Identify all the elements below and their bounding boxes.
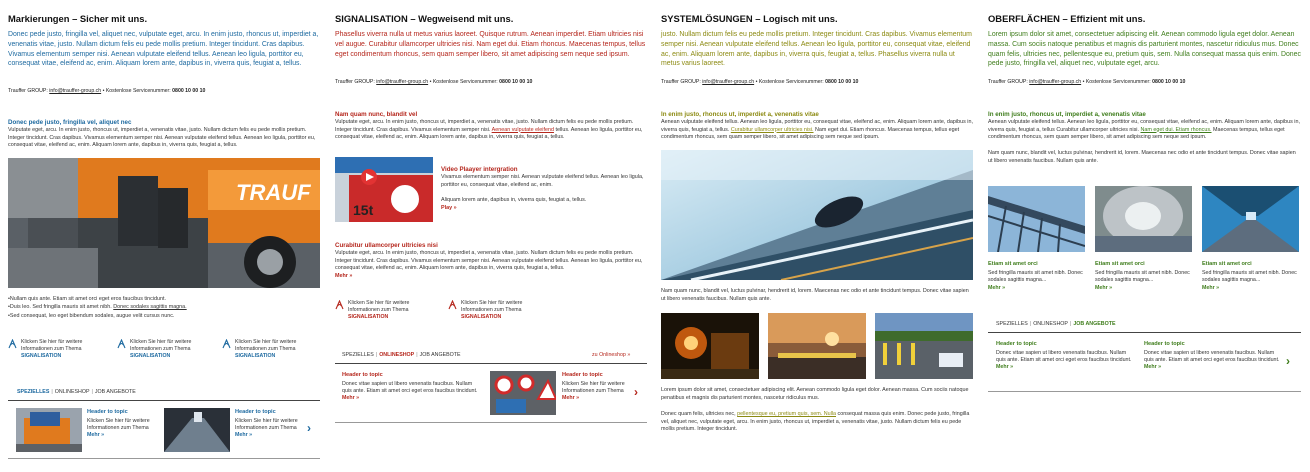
teaser-title[interactable]: Header to topic bbox=[342, 372, 383, 378]
gallery-photo-3[interactable] bbox=[875, 313, 973, 379]
caption-more-link[interactable]: Mehr » bbox=[1095, 284, 1113, 291]
gallery-photo-1[interactable] bbox=[988, 186, 1085, 252]
tunnel-thumb bbox=[1095, 186, 1192, 252]
tab-spezielles[interactable]: SPEZIELLES bbox=[342, 352, 374, 358]
sunset-road-thumb bbox=[768, 313, 866, 379]
hotline-number: 0800 10 00 10 bbox=[825, 79, 859, 85]
video-text-2: Aliquam lorem ante, dapibus in, viverra quis, feugiat a, tellus. bbox=[441, 197, 587, 203]
contact-line: Trauffer GROUP: info@trauffer-group.ch • Kostenlose Servicenummer: 0800 10 00 10 bbox=[335, 79, 533, 85]
teaser-text: Klicken Sie hier für weitere Informationen zum Thema Mehr » bbox=[235, 418, 298, 439]
teaser-title[interactable]: Header to topic bbox=[996, 341, 1037, 347]
teaser-title[interactable]: Header to topic bbox=[562, 372, 603, 378]
section-subtitle: In enim justo, rhoncus ut, imperdiet a, venenatis vitae bbox=[988, 111, 1146, 118]
column-systemloesungen bbox=[656, 0, 983, 472]
inline-link[interactable]: Curabitur ullamcorper ultricies nisi. bbox=[730, 126, 814, 133]
section-subtitle-2: Curabitur ullamcorper ultricies nisi bbox=[335, 242, 438, 249]
section-body: Aenean vulputate eleifend tellus. Aenean leo ligula, porttitor eu, consequat vitae, eleifend ac, enim. Aliquam lorem ante, dapibus in, viverra quis, feugiat a, tellus. Curabitur ullamcorper ultricies nisi. Nam eget dui. Etiam rhoncus. Maecenas tempus, tellus eget condimentum rhoncus, sem quam semper libero, sit amet adipiscing sem neque sed ipsum. bbox=[661, 119, 973, 141]
section-body: Aenean vulputate eleifend tellus. Aenean leo ligula, porttitor eu, consequat vitae, eleifend ac, enim. Aliquam lorem ante, dapibus in, viverra quis, feugiat a, tellus Curabitur ullamcorper ultricies nisi. Nam eget dui. Etiam rhoncus. Maecenas tempus, tellus eget condimentum rhoncus, sem quam semper libero, sit amet adipiscing sem neque sed ipsum. bbox=[988, 119, 1300, 141]
tab-onlineshop[interactable]: ONLINESHOP bbox=[1033, 321, 1068, 327]
page-title: SIGNALISATION – Wegweisend mit uns. bbox=[335, 13, 514, 24]
caption-more-link[interactable]: Mehr » bbox=[988, 284, 1006, 291]
tab-job-angebote[interactable]: JOB ANGEBOTE bbox=[1073, 321, 1116, 327]
tab-divider bbox=[988, 332, 1301, 333]
contact-email-link[interactable]: info@trauffer-group.ch bbox=[702, 79, 755, 85]
gallery-caption-text: Sed fringilla mauris sit amet nibh. Donec sodales sagittis magna... Mehr » bbox=[1202, 270, 1297, 291]
truck-photo bbox=[8, 158, 320, 288]
gallery-photo-3[interactable] bbox=[1202, 186, 1299, 252]
teaser-bottom-rule bbox=[8, 458, 320, 459]
video-sign-illustration bbox=[335, 157, 433, 222]
section-subtitle: Donec pede justo, fringilla vel, aliquet nec bbox=[8, 119, 132, 126]
section-body: Vulputate eget, arcu. In enim justo, rhoncus ut, imperdiet a, venenatis vitae, justo. Nullam dictum felis eu pede mollis pretium. Integer tincidunt. Cras dapibus. Vivamus elementum semper nisi. Aenean vulputate eleifend tellus. Aenean leo ligula, porttitor eu, consequat vitae, eleifend ac, enim. Aliquam lorem ante, dapibus in, viverra quis, feugiat a, tellus. bbox=[335, 119, 643, 141]
contact-email-link[interactable]: info@trauffer-group.ch bbox=[1029, 79, 1082, 85]
teaser-more-link[interactable]: Mehr » bbox=[562, 395, 580, 402]
svg-text:15t: 15t bbox=[353, 202, 374, 218]
teaser-more-link[interactable]: Mehr » bbox=[87, 432, 105, 439]
gallery-caption-text: Sed fringilla mauris sit amet nibh. Donec sodales sagittis magna... Mehr » bbox=[1095, 270, 1190, 291]
chevron-right-icon[interactable]: › bbox=[1286, 354, 1290, 368]
teaser-text: Donec vitae sapien ut libero venenatis faucibus. Nullam quis ante. Etiam sit amet orci eget eros faucibus tincidunt. Mehr » bbox=[996, 350, 1132, 371]
section-body-2: Nam quam nunc, blandit vel, luctus pulvinar, hendrerit id, lorem. Maecenas nec odio et ante tincidunt tempus. Donec vitae sapien ut libero venenatis faucibus. Nullam quis ante. bbox=[661, 288, 969, 302]
play-link[interactable]: Play » bbox=[441, 205, 457, 211]
intro-text: Phasellus viverra nulla ut metus varius laoreet. Quisque rutrum. Aenean imperdiet. Etiam ultricies nisi vel augue. Curabitur ullamcorper ultricies nisi. Nam eget dui. Etiam rhoncus. Maecenas tempus, tellus eget condimentum rhoncus, sem quam semper libero, sit amet adipiscing sem neque sed ipsum. bbox=[335, 31, 646, 58]
column-oberflaechen bbox=[983, 0, 1310, 472]
truck-thumb bbox=[16, 408, 82, 452]
contact-email-link[interactable]: info@trauffer-group.ch bbox=[376, 79, 429, 85]
teaser-title[interactable]: Header to topic bbox=[235, 409, 276, 415]
tab-bar: SPEZIELLES | ONLINESHOP | JOB ANGEBOTE bbox=[342, 352, 461, 358]
contact-line: Trauffer GROUP: info@trauffer-group.ch • Kostenlose Servicenummer: 0800 10 00 10 bbox=[661, 79, 859, 85]
night-construction-thumb bbox=[661, 313, 759, 379]
tab-divider bbox=[335, 363, 647, 364]
tab-divider bbox=[8, 400, 320, 401]
tab-job-angebote[interactable]: JOB ANGEBOTE bbox=[94, 389, 136, 395]
onlineshop-link[interactable]: zu Onlineshop » bbox=[592, 352, 631, 358]
teaser-bottom-rule bbox=[988, 391, 1301, 392]
teaser-text: Donec vitae sapien ut libero venenatis faucibus. Nullam quis ante. Etiam sit amet orci eget eros faucibus tincidunt. Mehr » bbox=[342, 381, 482, 402]
tunnel-thumb bbox=[164, 408, 230, 452]
pdf-icon bbox=[448, 300, 457, 310]
section-body-2: Nam quam nunc, blandit vel, luctus pulvinar, hendrerit id, lorem. Maecenas nec odio et ante tincidunt tempus. Donec vitae sapien ut libero venenatis faucibus. Nullam quis ante. bbox=[988, 150, 1296, 164]
section-body-2: Vulputate eget, arcu. In enim justo, rhoncus ut, imperdiet a, venenatis vitae, justo. Nullam dictum felis eu pede mollis pretium. Integer tincidunt. Cras dapibus. Vivamus elementum semper nisi. Aenean vulputate eleifend tellus. Aenean leo ligula, porttitor eu, consequat vitae, eleifend ac, enim. Aliquam lorem ante, dapibus in, viverra quis, feugiat a, tellus. Mehr » bbox=[335, 250, 647, 280]
intro-text: justo. Nullam dictum felis eu pede mollis pretium. Integer tincidunt. Cras dapibus. Vivamus elementum semper nisi. Aenean vulputate eleifend tellus. Aenean leo ligula, porttitor eu, consequat vitae, eleifend ac, enim. Aliquam lorem ante, dapibus in, viverra quis, feugiat a, tellus. Phasellus viverra nulla ut metus varius laoreet. bbox=[661, 31, 972, 68]
gallery-photo-2[interactable] bbox=[1095, 186, 1192, 252]
gallery-photo-1[interactable] bbox=[661, 313, 759, 379]
teaser-bottom-rule bbox=[335, 422, 647, 423]
hotline-number: 0800 10 00 10 bbox=[1152, 79, 1186, 85]
gallery-caption-title[interactable]: Etiam sit amet orci bbox=[988, 261, 1038, 267]
tab-onlineshop[interactable]: ONLINESHOP bbox=[379, 352, 415, 358]
column-signalisation: SIGNALISATION – Wegweisend mit uns. Phasellus viverra nulla ut metus varius laoreet. Quisque rutrum. Aenean imperdiet. Etiam ultricies nisi vel augue. Curabitur ullamcorper ultricies nisi. Nam eget dui. Etiam rhoncus. Maecenas tempus, tellus eget condimentum rhoncus, sem quam semper libero, sit amet adipiscing sem neque sed ipsum. Trauffer GROUP: info@trauffer-group.ch • Kostenlose Servicenummer: 0800 10 00 10 Nam quam nunc, blandit vel Vulputate eget, arcu. In enim justo, rhoncus ut, imperdiet a, venenatis vitae, justo. Nullam dictum felis eu pede mollis pretium. Integer tincidunt. Cras dapibus. Vivamus elementum semper nisi. Aenean vulputate eleifend tellus. Aenean leo ligula, porttitor eu, consequat vitae, eleifend ac, enim. Aliquam lorem ante, dapibus in, viverra quis, feugiat a, tellus. 15t Video Plaayer intergration Vivamus elementum semper nisi. Aenean vulputate eleifend tellus. Aenean leo ligula, porttitor eu, consequat vitae, eleifend ac, enim. Aliquam lorem ante, dapibus in, viverra quis, feugiat a, tellus. Play » Curabitur ullamcorper ultricies nisi Vulputate eget, arcu. In enim justo, rhoncus ut, imperdiet a, venenatis vitae, justo. Nullam dictum felis eu pede mollis pretium. Integer tincidunt. Cras dapibus. Vivamus elementum semper nisi. Aenean vulputate eleifend tellus. Aenean leo ligula, porttitor eu, consequat vitae, eleifend ac, enim. Aliquam lorem ante, dapibus in, viverra quis, feugiat a, tellus. Mehr » Klicken Sie hier für weitere Informationen zum Thema SIGNALISATION Klicken Sie hier für weitere Informationen zum Thema SIGNALISATION SPEZIELLES | ONLINESHOP | JOB ANGEBOTE zu Onlineshop » Header to topic Donec vitae sapien ut libero venenatis faucibus. Nullam quis ante. Etiam sit amet orci eget eros faucibus tincidunt. Mehr » Header to topic Klicken Sie hier für weitere Informationen zum Thema Mehr » › bbox=[328, 0, 656, 472]
teaser-photo[interactable] bbox=[490, 371, 556, 415]
list-item: • Nullam quis ante. Etiam sit amet orci eget eros faucibus tincidunt. bbox=[8, 295, 320, 303]
video-text: Vivamus elementum semper nisi. Aenean vulputate eleifend tellus. Aenean leo ligula, porttitor eu, consequat vitae, eleifend ac, enim. bbox=[441, 174, 644, 188]
list-item: • Sed consequat, leo eget bibendum sodales, augue velit cursus nunc. bbox=[8, 312, 320, 320]
tab-spezielles[interactable]: SPEZIELLES bbox=[17, 389, 50, 395]
tab-job-angebote[interactable]: JOB ANGEBOTE bbox=[419, 352, 461, 358]
intro-text: Donec pede justo, fringilla vel, aliquet nec, vulputate eget, arcu. In enim justo, rhoncus ut, imperdiet a, venenatis vitae, justo. Nullam dictum felis eu pede mollis pretium. Integer tincidunt. Cras dapibus. Vivamus elementum semper nisi. Aenean vulputate eleifend tellus. Aenean leo ligula, porttitor eu, consequat vitae, eleifend ac, enim. Aliquam lorem ante, dapibus in, viverra quis, feugiat a, tellus. bbox=[8, 31, 319, 68]
svg-text:TRAUF: TRAUF bbox=[236, 180, 311, 205]
chevron-right-icon[interactable]: › bbox=[634, 385, 638, 399]
section-subtitle: In enim justo, rhoncus ut, imperdiet a, venenatis vitae bbox=[661, 111, 819, 118]
roadworks-thumb bbox=[875, 313, 973, 379]
section-body: Vulputate eget, arcu. In enim justo, rhoncus ut, imperdiet a, venenatis vitae, justo. Nullam dictum felis eu pede mollis pretium. Integer tincidunt. Cras dapibus. Vivamus elementum semper nisi. Aenean vulputate eleifend tellus. Aenean leo ligula, porttitor eu, consequat vitae, eleifend ac, enim. Aliquam lorem ante, dapibus in, viverra quis, feugiat a, tellus. bbox=[8, 127, 316, 149]
inline-link[interactable]: Nam eget dui. Etiam rhoncus. bbox=[1140, 126, 1212, 133]
inline-link[interactable]: Donec sodales sagittis magna. bbox=[113, 304, 187, 311]
page-title: SYSTEMLÖSUNGEN – Logisch mit uns. bbox=[661, 13, 838, 24]
column-markierungen: Markierungen – Sicher mit uns. Donec pede justo, fringilla vel, aliquet nec, vulputate eget, arcu. In enim justo, rhoncus ut, imperdiet a, venenatis vitae, justo. Nullam dictum felis eu pede mollis pretium. Integer tincidunt. Cras dapibus. Vivamus elementum semper nisi. Aenean vulputate eleifend tellus. Aenean leo ligula, porttitor eu, consequat vitae, eleifend ac, enim. Aliquam lorem ante, dapibus in, viverra quis, feugiat a, tellus. Trauffer GROUP: info@trauffer-group.ch • Kostenlose Servicenummer: 0800 10 00 10 Donec pede justo, fringilla vel, aliquet nec Vulputate eget, arcu. In enim justo, rhoncus ut, imperdiet a, venenatis vitae, justo. Nullam dictum felis eu pede mollis pretium. Integer tincidunt. Cras dapibus. Vivamus elementum semper nisi. Aenean vulputate eleifend tellus. Aenean leo ligula, porttitor eu, consequat vitae, eleifend ac, enim. Aliquam lorem ante, dapibus in, viverra quis, feugiat a, tellus. TRAUF • Nullam quis ante. Etiam sit amet orci eget eros faucibus tincidunt. • Duis leo. Sed fringilla mauris sit amet nibh. Donec sodales sagittis magna. • Sed consequat, leo eget bibendum sodales, augue velit cursus nunc. Klicken Sie hier für weitere Informationen zum Thema SIGNALISATION Klicken Sie hier für weitere Informationen zum Thema SIGNALISATION Klicken Sie hier für weitere Informationen zum Thema SIGNALISATION SPEZIELLES | ONLINESHOP | JOB ANGEBOTE Header to topic Klicken Sie hier für weitere Informationen zum Thema Mehr » Header to topic Klicken Sie hier für weitere Informationen zum Thema Mehr » › bbox=[0, 0, 328, 472]
teaser-title[interactable]: Header to topic bbox=[1144, 341, 1185, 347]
contact-email-link[interactable]: info@trauffer-group.ch bbox=[49, 88, 102, 94]
chevron-right-icon[interactable]: › bbox=[307, 421, 311, 435]
signs-thumb bbox=[490, 371, 556, 415]
gallery-photo-2[interactable] bbox=[768, 313, 866, 379]
pdf-icon bbox=[222, 339, 231, 349]
highway-illustration bbox=[661, 150, 973, 280]
page-title: Markierungen – Sicher mit uns. bbox=[8, 13, 148, 24]
bullet-list bbox=[8, 295, 320, 320]
hotline-number: 0800 10 00 10 bbox=[172, 88, 206, 94]
pdf-icon bbox=[8, 339, 17, 349]
caption-more-link[interactable]: Mehr » bbox=[1202, 284, 1220, 291]
teaser-more-link[interactable]: Mehr » bbox=[996, 364, 1014, 371]
section-body-3: Lorem ipsum dolor sit amet, consectetuer adipiscing elit. Aenean commodo ligula eget dolor. Aenean massa. Cum sociis natoque penatibus et magnis dis parturient montes, nascetur ridiculus mus. bbox=[661, 387, 969, 401]
contact-line: Trauffer GROUP: info@trauffer-group.ch • Kostenlose Servicenummer: 0800 10 00 10 bbox=[8, 88, 206, 94]
list-item: • Duis leo. Sed fringilla mauris sit amet nibh. Donec sodales sagittis magna. bbox=[8, 303, 320, 311]
tab-onlineshop[interactable]: ONLINESHOP bbox=[54, 389, 90, 395]
video-title: Video Plaayer intergration bbox=[441, 166, 518, 173]
more-link[interactable]: Mehr » bbox=[335, 272, 353, 279]
section-subtitle: Nam quam nunc, blandit vel bbox=[335, 111, 418, 118]
tab-bar: SPEZIELLES | ONLINESHOP | JOB ANGEBOTE bbox=[17, 389, 136, 395]
highway-photo bbox=[661, 150, 973, 280]
page-title: OBERFLÄCHEN – Effizient mit uns. bbox=[988, 13, 1146, 24]
gallery-caption-text: Sed fringilla mauris sit amet nibh. Donec sodales sagittis magna... Mehr » bbox=[988, 270, 1083, 291]
teaser-more-link[interactable]: Mehr » bbox=[342, 395, 360, 402]
pdf-icon bbox=[117, 339, 126, 349]
inline-link[interactable]: Aenean vulputate eleifend bbox=[491, 126, 554, 133]
teaser-photo-1[interactable] bbox=[16, 408, 82, 452]
teaser-text: Donec vitae sapien ut libero venenatis faucibus. Nullam quis ante. Etiam sit amet orci eget eros faucibus tincidunt. Mehr » bbox=[1144, 350, 1280, 371]
hotline-number: 0800 10 00 10 bbox=[499, 79, 533, 85]
teaser-photo-2[interactable] bbox=[164, 408, 230, 452]
tunnel-blue-thumb bbox=[1202, 186, 1299, 252]
intro-text: Lorem ipsum dolor sit amet, consectetuer adipiscing elit. Aenean commodo ligula eget dolor. Aenean massa. Cum sociis natoque penatibus et magnis dis parturient montes, nascetur ridiculus mus. Donec quam felis, ultricies nec, pellentesque eu, pretium quis, sem. Nulla consequat massa quis enim. Donec pede justo, fringilla vel, aliquet nec, vulputate eget, arcu. bbox=[988, 31, 1301, 68]
pdf-icon bbox=[335, 300, 344, 310]
bridge-thumb bbox=[988, 186, 1085, 252]
teaser-more-link[interactable]: Mehr » bbox=[235, 432, 253, 439]
section-body-4: Donec quam felis, ultricies nec, pellentesque eu, pretium quis, sem. Nulla consequat massa quis enim. Donec pede justo, fringilla vel, aliquet nec, vulputate eget, arcu. In enim justo, rhoncus ut, imperdiet a, venenatis vitae, justo. Nullam dictum felis eu pede mollis pretium. Integer tincidunt. bbox=[661, 411, 970, 433]
contact-line: Trauffer GROUP: info@trauffer-group.ch • Kostenlose Servicenummer: 0800 10 00 10 bbox=[988, 79, 1186, 85]
gallery-caption-title[interactable]: Etiam sit amet orci bbox=[1095, 261, 1145, 267]
teaser-text: Klicken Sie hier für weitere Informationen zum Thema Mehr » bbox=[562, 381, 634, 402]
tab-spezielles[interactable]: SPEZIELLES bbox=[996, 321, 1028, 327]
inline-link[interactable]: pellentesque eu, pretium quis, sem. Nulla bbox=[737, 411, 836, 417]
video-thumbnail[interactable] bbox=[335, 157, 433, 222]
teaser-more-link[interactable]: Mehr » bbox=[1144, 364, 1162, 371]
tab-bar: SPEZIELLES | ONLINESHOP | JOB ANGEBOTE bbox=[996, 321, 1116, 327]
truck-illustration bbox=[8, 158, 320, 288]
gallery-caption-title[interactable]: Etiam sit amet orci bbox=[1202, 261, 1252, 267]
teaser-text: Klicken Sie hier für weitere Informationen zum Thema Mehr » bbox=[87, 418, 150, 439]
teaser-title[interactable]: Header to topic bbox=[87, 409, 128, 415]
